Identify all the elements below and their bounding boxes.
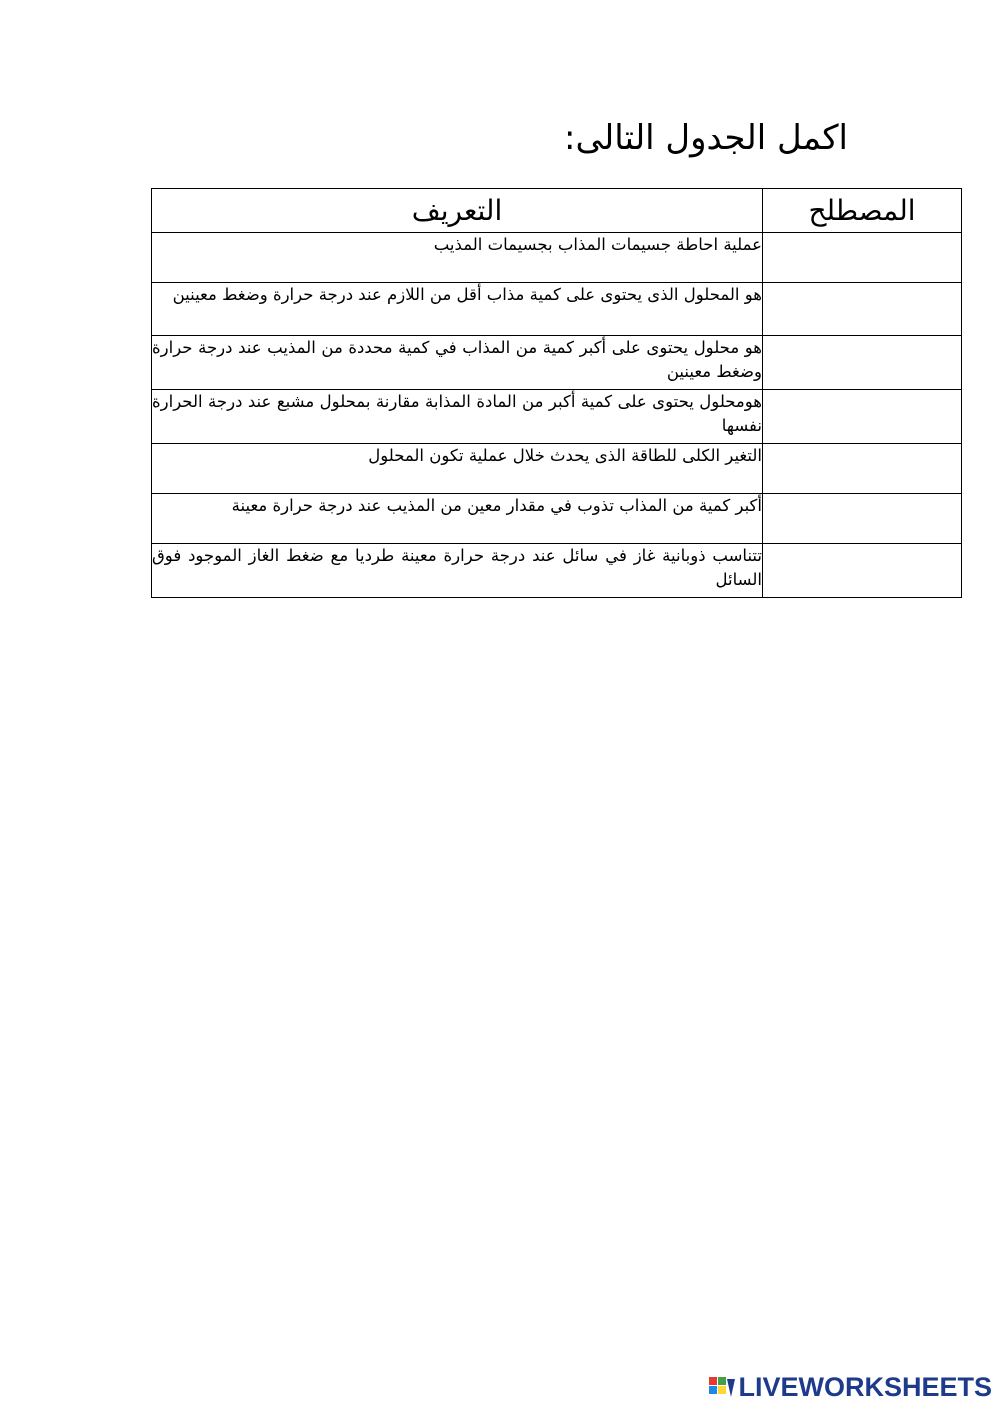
table-header-row <box>152 189 962 233</box>
term-answer-cell[interactable] <box>763 494 962 544</box>
definition-cell: أكبر كمية من المذاب تذوب في مقدار معين من المذيب عند درجة حرارة معينة <box>152 494 763 544</box>
definition-cell: هومحلول يحتوى على كمية أكبر من المادة المذابة مقارنة بمحلول مشبع عند درجة الحرارة نفسها <box>152 390 763 444</box>
term-answer-cell[interactable] <box>763 444 962 494</box>
term-answer-cell[interactable] <box>763 390 962 444</box>
term-answer-cell[interactable] <box>763 336 962 390</box>
liveworksheets-logo-icon <box>709 1377 735 1399</box>
table-row <box>152 544 962 598</box>
definition-cell: هو المحلول الذى يحتوى على كمية مذاب أقل من اللازم عند درجة حرارة وضغط معينين <box>152 283 763 336</box>
definition-cell: هو محلول يحتوى على أكبر كمية من المذاب في كمية محددة من المذيب عند درجة حرارة وضغط معينين <box>152 336 763 390</box>
table-row <box>152 233 962 283</box>
table-row <box>152 336 962 390</box>
term-answer-cell[interactable] <box>763 283 962 336</box>
term-answer-cell[interactable] <box>763 233 962 283</box>
term-answer-cell[interactable] <box>763 544 962 598</box>
liveworksheets-logo <box>709 1374 992 1401</box>
header-term: المصطلح <box>763 189 962 233</box>
worksheet-instruction: اكمل الجدول التالى: <box>564 118 848 158</box>
table-row <box>152 283 962 336</box>
table-row <box>152 444 962 494</box>
brand-name: LIVEWORKSHEETS <box>738 1372 992 1402</box>
definition-cell: التغير الكلى للطاقة الذى يحدث خلال عملية تكون المحلول <box>152 444 763 494</box>
table-row <box>152 494 962 544</box>
definitions-table <box>151 188 962 598</box>
definition-cell: تتناسب ذوبانية غاز في سائل عند درجة حرارة معينة طرديا مع ضغط الغاز الموجود فوق السائل <box>152 544 763 598</box>
table-row <box>152 390 962 444</box>
header-definition: التعريف <box>152 189 763 233</box>
definition-cell: عملية احاطة جسيمات المذاب بجسيمات المذيب <box>152 233 763 283</box>
